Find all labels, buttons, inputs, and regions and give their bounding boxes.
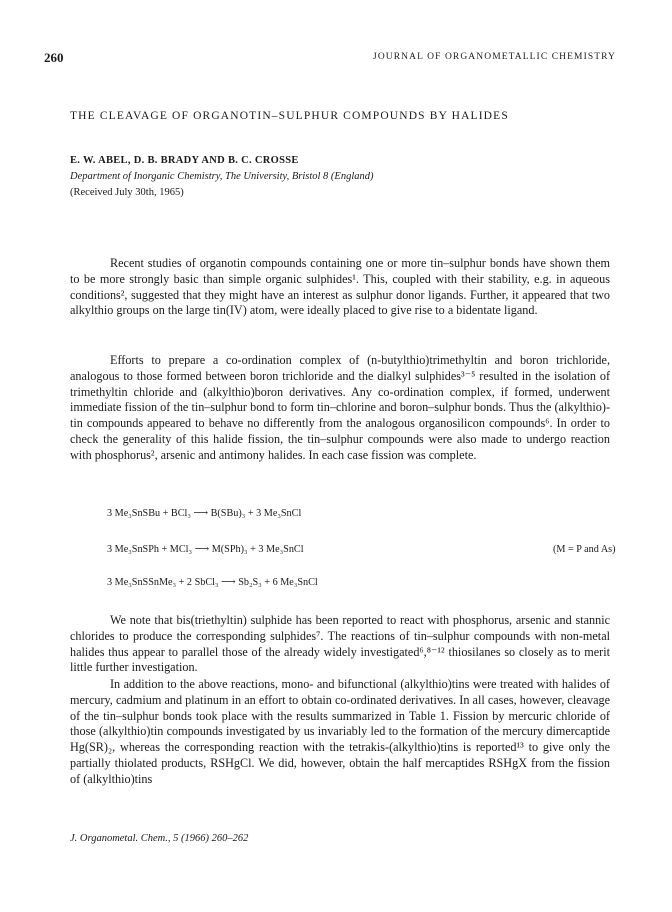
- equation-text: 3 Me₃SnSPh + MCl₃ ⟶ M(SPh)₃ + 3 Me₃SnCl: [107, 544, 304, 555]
- paragraph-text: Efforts to prepare a co-ordination complex of (n-butylthio)trimethyltin and boron trichloride, analogous to those formed between boron trichloride and the dialkyl sulphides³⁻⁵ resulted in the isolation of trimethyltin chloride and (alkylthio)boron derivatives. Any co-ordination complex, if formed, underwent immediate fission of the tin–sulphur bond to form tin–chlorine and boron–sulphur bonds. Thus the (alkylthio)-tin compounds appeared to behave no differently from the analogous organosilicon compounds⁶. In order to check the generality of this halide fission, the tin–sulphur compounds were also made to undergo reaction with phosphorus², arsenic and antimony halides. In each case fission was complete.: [70, 353, 610, 462]
- equation-1: [107, 508, 301, 519]
- running-header: [44, 50, 616, 68]
- paragraph-1: [70, 256, 610, 319]
- equation-2: [107, 544, 616, 555]
- equation-text: 3 Me₃SnSBu + BCl₃ ⟶ B(SBu)₃ + 3 Me₃SnCl: [107, 508, 302, 519]
- article-title: THE CLEAVAGE OF ORGANOTIN–SULPHUR COMPOUNDS BY HALIDES: [70, 110, 509, 122]
- footer-citation: J. Organometal. Chem., 5 (1966) 260–262: [70, 833, 249, 844]
- paragraph-text: Recent studies of organotin compounds containing one or more tin–sulphur bonds have shown them to be more strongly basic than simple organic sulphides¹. This, coupled with their stability, e.g. in aqueous conditions², suggested that they might have an interest as sulphur donor ligands. Further, it appeared that two alkylthio groups on the large tin(IV) atom, were ideally placed to give rise to a bidentate ligand.: [70, 256, 610, 318]
- paragraph-2: [70, 353, 610, 464]
- journal-title: JOURNAL OF ORGANOMETALLIC CHEMISTRY: [373, 52, 616, 62]
- author-affiliation: Department of Inorganic Chemistry, The University, Bristol 8 (England): [70, 171, 374, 182]
- article-authors: E. W. ABEL, D. B. BRADY AND B. C. CROSSE: [70, 155, 299, 166]
- paragraph-4: [70, 677, 610, 788]
- equation-3: [107, 577, 318, 588]
- page-number: 260: [44, 50, 64, 65]
- paragraph-3: [70, 613, 610, 676]
- paragraph-text: In addition to the above reactions, mono- and bifunctional (alkylthio)tins were treated with halides of mercury, cadmium and platinum in an effort to obtain co-ordinated derivatives. In all cases, however, cleavage of the tin–sulphur bonds took place with the results summarized in Table 1. Fission by mercuric chloride of those (alkylthio)tin compounds investigated by us invariably led to the formation of the mercury dimercaptide Hg(SR)₂, whereas the corresponding reaction with the tetrakis-(alkylthio)tins is reported¹³ to give only the partially thiolated products, RSHgCl. We did, however, obtain the half mercaptides RSHgX from the fission of (alkylthio)tins: [70, 677, 610, 786]
- equation-condition: (M = P and As): [553, 544, 616, 555]
- equation-text: 3 Me₃SnSSnMe₃ + 2 SbCl₃ ⟶ Sb₂S₃ + 6 Me₃SnCl: [107, 577, 318, 588]
- paragraph-text: We note that bis(triethyltin) sulphide has been reported to react with phosphorus, arsenic and stannic chlorides to produce the corresponding sulphides⁷. The reactions of tin–sulphur compounds with non-metal halides thus appear to parallel those of the already widely investigated⁶,⁸⁻¹² thiosilanes so closely as to merit little further investigation.: [70, 613, 610, 675]
- received-date: (Received July 30th, 1965): [70, 187, 184, 198]
